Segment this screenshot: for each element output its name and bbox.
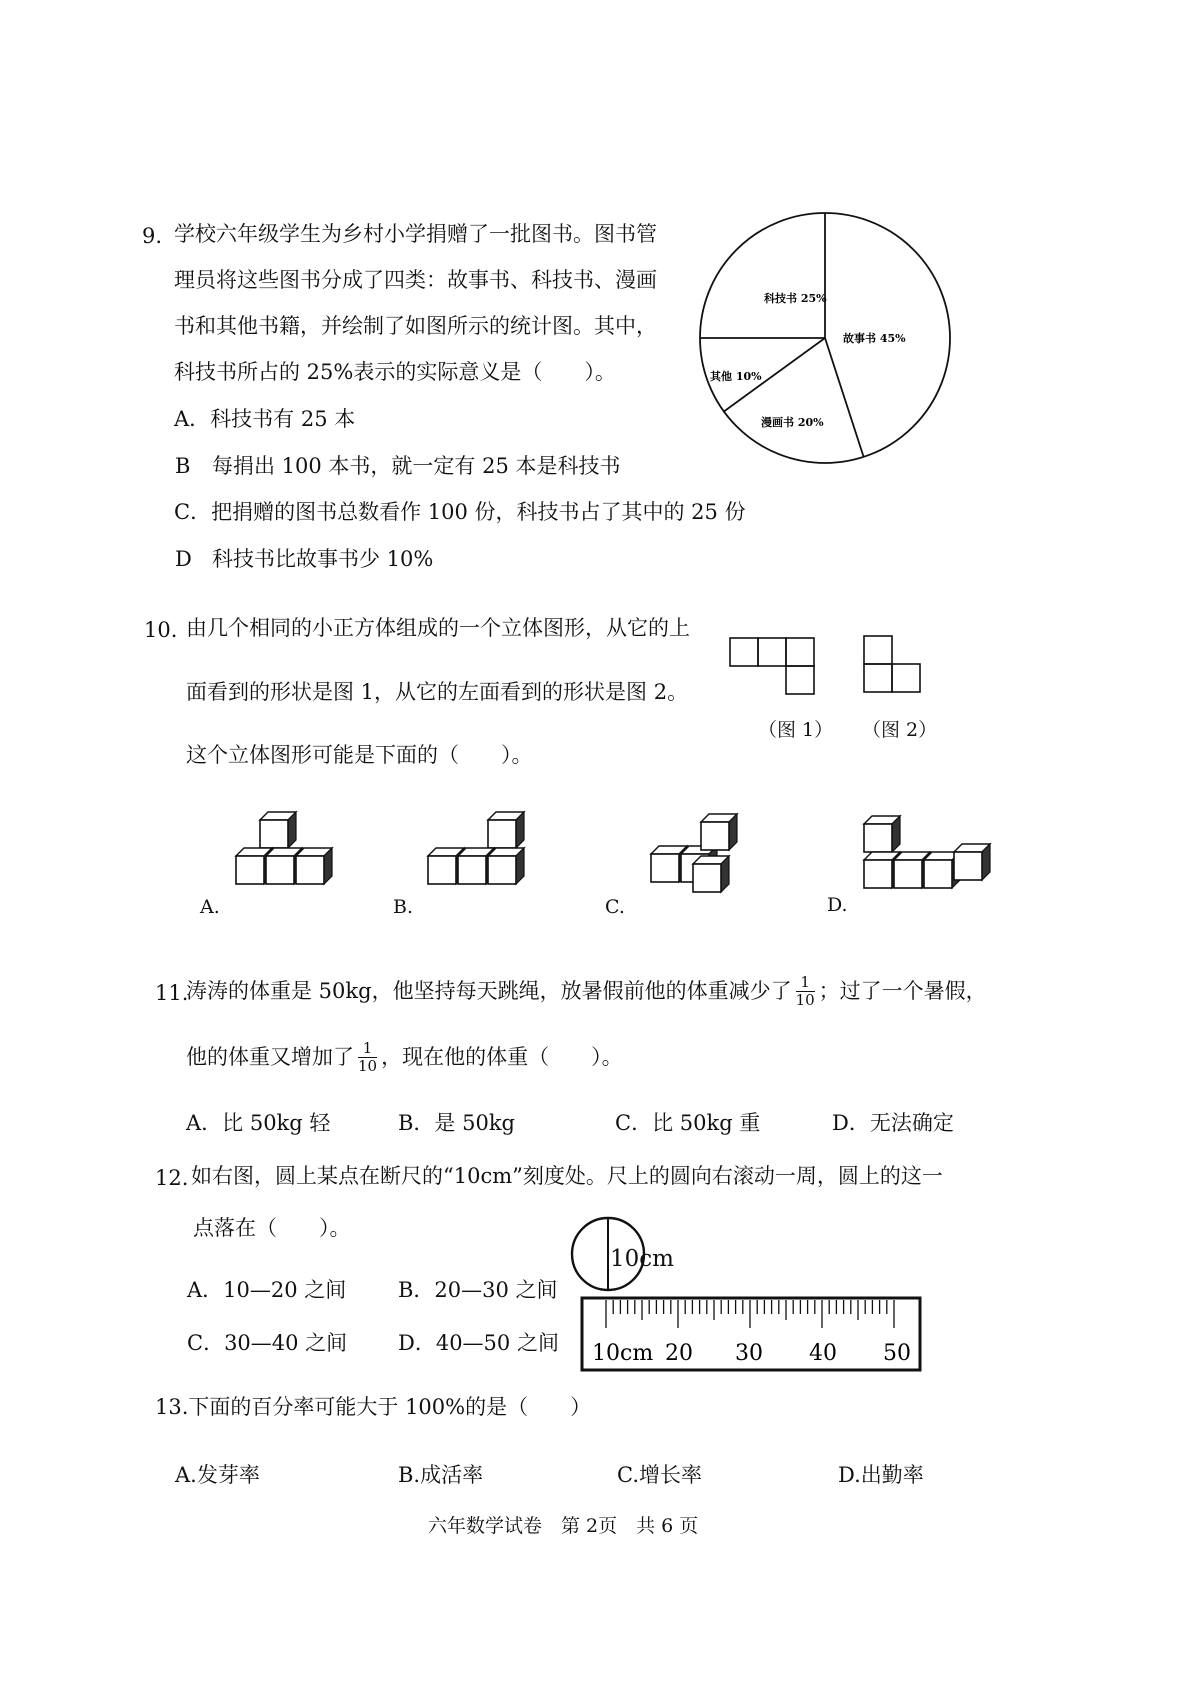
figure-2-caption: （图 2） <box>862 719 938 741</box>
q11-fraction-2 <box>358 1040 377 1074</box>
q9-option-b-mark: B <box>175 454 191 478</box>
q11-line2 <box>186 1034 623 1080</box>
pie-chart <box>680 208 970 478</box>
q10-line2: 面看到的形状是图 1，从它的左面看到的形状是图 2。 <box>186 680 689 704</box>
fraction-denominator: 10 <box>358 1056 378 1075</box>
cube-front-face <box>924 860 952 888</box>
pie-slices <box>700 213 950 463</box>
cube-group <box>864 816 990 888</box>
q10-option-c-label: C. <box>605 896 625 918</box>
cube-front-face <box>701 822 729 850</box>
q13-option-a: A.发芽率 <box>175 1463 260 1487</box>
q12-option-b: B．20—30 之间 <box>398 1278 558 1302</box>
cube-front-face <box>864 824 892 852</box>
figure-1-top-view <box>728 636 828 706</box>
cube-front-face <box>488 856 516 884</box>
cube-front-face <box>651 854 679 882</box>
fraction-numerator: 1 <box>358 1040 377 1058</box>
q12-line2: 点落在（ ）。 <box>193 1216 351 1240</box>
q13-option-c: C.增长率 <box>617 1463 702 1487</box>
q10-option-d-label: D. <box>827 894 848 916</box>
q9-option-d-mark: D <box>175 547 192 571</box>
q13-option-b: B.成活率 <box>398 1463 484 1487</box>
q9-number: 9. <box>142 224 163 248</box>
solid-option-c <box>645 812 765 912</box>
cube-front-face <box>954 852 982 880</box>
pie-slice-boundary-漫画书 <box>825 338 864 457</box>
q12-option-c: C．30—40 之间 <box>187 1331 348 1355</box>
cube-group <box>236 812 332 884</box>
circle-label: 10cm <box>610 1246 674 1272</box>
page-footer: 六年数学试卷 第 2页 共 6 页 <box>428 1515 699 1537</box>
q10-number: 10. <box>144 618 178 642</box>
q10-line1: 由几个相同的小正方体组成的一个立体图形，从它的上 <box>186 616 690 640</box>
solid-option-a <box>230 810 350 910</box>
q9-option-c: C．把捐赠的图书总数看作 100 份，科技书占了其中的 25 份 <box>174 500 746 524</box>
cube-front-face <box>266 856 294 884</box>
pie-label-story: 故事书 45% <box>843 332 906 345</box>
figure-1-caption: （图 1） <box>758 719 834 741</box>
q13-option-d: D.出勤率 <box>838 1463 924 1487</box>
cube-group <box>428 812 524 884</box>
broken-ruler <box>580 1296 926 1376</box>
cube-front-face <box>236 856 264 884</box>
ruler-label-40: 40 <box>809 1341 837 1366</box>
q11-number: 11. <box>155 981 189 1005</box>
cube-group <box>651 814 737 892</box>
q9-option-d: 科技书比故事书少 10% <box>212 547 434 571</box>
cube-front-face <box>864 860 892 888</box>
q9-line3: 书和其他书籍，并绘制了如图所示的统计图。其中， <box>174 314 657 338</box>
q11-line1-text-a: 涛涛的体重是 50kg，他坚持每天跳绳，放暑假前他的体重减少了 <box>186 978 792 1003</box>
solid-option-d <box>862 814 992 914</box>
ruler-ticks <box>606 1300 894 1328</box>
figure-2-left-view <box>862 634 932 704</box>
q11-line1 <box>186 968 987 1014</box>
ruler-label-30: 30 <box>735 1341 763 1366</box>
ruler-label-20: 20 <box>665 1341 693 1366</box>
q10-option-b-label: B. <box>393 896 414 918</box>
q9-option-a: A．科技书有 25 本 <box>174 407 356 431</box>
cube-front-face <box>894 860 922 888</box>
cube-front-face <box>296 856 324 884</box>
q12-line1: 如右图，圆上某点在断尺的“10cm”刻度处。尺上的圆向右滚动一周，圆上的这一 <box>191 1164 943 1188</box>
q11-option-b: B．是 50kg <box>398 1111 515 1135</box>
pie-label-other: 其他 10% <box>710 370 762 383</box>
q12-number: 12. <box>155 1166 189 1190</box>
q13-line1: 13.下面的百分率可能大于 100%的是（ ） <box>155 1395 592 1419</box>
pie-label-comic: 漫画书 20% <box>761 416 824 429</box>
q9-line1: 学校六年级学生为乡村小学捐赠了一批图书。图书管 <box>174 222 657 246</box>
q12-option-a: A．10—20 之间 <box>187 1278 347 1302</box>
fraction-denominator: 10 <box>795 990 815 1009</box>
ruler-label-50: 50 <box>883 1341 911 1366</box>
q9-line4: 科技书所占的 25%表示的实际意义是（ ）。 <box>174 360 616 384</box>
ruler-label-10cm: 10cm <box>592 1341 654 1366</box>
q12-option-d: D．40—50 之间 <box>398 1331 559 1355</box>
cube-front-face <box>693 864 721 892</box>
cube-front-face <box>488 820 516 848</box>
q11-option-c: C．比 50kg 重 <box>615 1111 761 1135</box>
q11-line1-text-b: ；过了一个暑假， <box>818 978 987 1003</box>
pie-label-tech: 科技书 25% <box>764 292 827 305</box>
q11-line2-text-a: 他的体重又增加了 <box>186 1044 354 1069</box>
cube-front-face <box>260 820 288 848</box>
q11-option-d: D．无法确定 <box>832 1111 954 1135</box>
q10-line3: 这个立体图形可能是下面的（ ）。 <box>186 743 533 767</box>
q9-line2: 理员将这些图书分成了四类：故事书、科技书、漫画 <box>174 268 657 292</box>
fraction-numerator: 1 <box>796 974 815 992</box>
q11-line2-text-b: ，现在他的体重（ ）。 <box>381 1044 623 1069</box>
q9-option-b: 每捐出 100 本书，就一定有 25 本是科技书 <box>212 454 621 478</box>
solid-option-b <box>422 810 542 910</box>
cube-front-face <box>428 856 456 884</box>
q11-fraction-1 <box>796 974 815 1008</box>
q11-option-a: A．比 50kg 轻 <box>186 1111 331 1135</box>
q10-option-a-label: A. <box>200 896 220 918</box>
cube-front-face <box>458 856 486 884</box>
